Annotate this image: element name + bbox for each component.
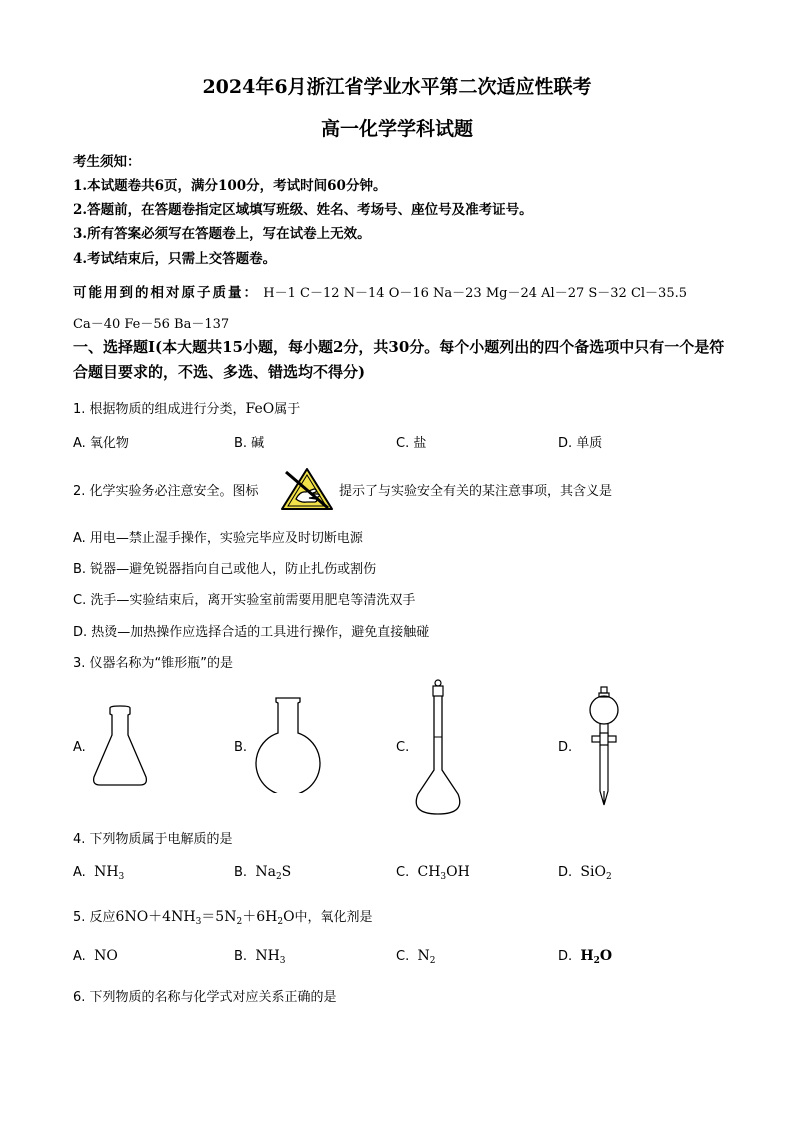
exam-title: 2024年6月浙江省学业水平第二次适应性联考 — [202, 76, 592, 98]
q2-option-b[interactable]: B. 锐器—避免锐器指向自己或他人，防止扎伤或割伤 — [73, 562, 377, 577]
notice-heading: 考生须知： — [73, 154, 141, 170]
hand-wash-warning-icon — [280, 466, 334, 512]
question-6: 6. 下列物质的名称与化学式对应关系正确的是 — [73, 990, 337, 1005]
q4-option-b[interactable]: B. $Na_2S$ — [234, 864, 292, 882]
erlenmeyer-flask-icon — [88, 705, 152, 787]
q5-formula-b: $NH_3$ — [255, 948, 286, 966]
question-4: 4. 下列物质属于电解质的是 — [73, 832, 233, 847]
q5-option-a[interactable]: A. NO — [73, 948, 118, 964]
q4-formula-c: $CH_3OH$ — [417, 864, 470, 882]
q3-option-a-label[interactable]: A. — [73, 740, 86, 755]
q4-option-d[interactable]: D. SiO$_2$ — [558, 864, 612, 882]
q5-option-b[interactable]: B. $NH_3$ — [234, 948, 286, 966]
question-2-part2: 提示了与实验安全有关的某注意事项，其含义是 — [339, 484, 613, 499]
question-2-part1: 2. 化学实验务必注意安全。图标 — [73, 484, 259, 499]
q4-formula-d: SiO$_2$ — [580, 864, 612, 882]
q5-formula-a: NO — [94, 948, 118, 964]
question-3: 3. 仪器名称为“锥形瓶”的是 — [73, 656, 234, 671]
volumetric-flask-icon — [412, 677, 472, 817]
atomic-mass-line — [73, 281, 687, 301]
q5-formula-c: $N_2$ — [417, 948, 436, 966]
q3-option-c-label[interactable]: C. — [396, 740, 410, 755]
q5-equation: $6NO+4NH_3=5N_2+6H_2O$ — [115, 909, 295, 927]
q1-option-c[interactable]: C. 盐 — [396, 436, 427, 451]
question-5: 5. 反应$6NO+4NH_3=5N_2+6H_2O$中，氧化剂是 — [73, 909, 373, 927]
q3-option-d-label[interactable]: D. — [558, 740, 573, 755]
atomic-mass-values-2: Ca－40 Fe－56 Ba－137 — [73, 317, 230, 332]
q1-formula: FeO — [245, 401, 275, 417]
q3-option-b-label[interactable]: B. — [234, 740, 248, 755]
q5-formula-d: $H_2O$ — [580, 948, 613, 966]
notice-item-2: 2.答题前，在答题卷指定区域填写班级、姓名、考场号、座位号及准考证号。 — [73, 202, 533, 218]
question-1: 1. 根据物质的组成进行分类，FeO属于 — [73, 401, 301, 417]
q2-option-c[interactable]: C. 洗手—实验结束后，离开实验室前需要用肥皂等清洗双手 — [73, 593, 416, 608]
exam-subtitle: 高一化学学科试题 — [320, 118, 473, 140]
q5-option-d[interactable]: D. $H_2O$ — [558, 948, 613, 966]
notice-item-4: 4.考试结束后，只需上交答题卷。 — [73, 251, 277, 267]
separatory-funnel-icon — [576, 686, 636, 808]
atomic-mass-label: 可能用到的相对原子质量： — [73, 285, 259, 301]
q1-option-b[interactable]: B. 碱 — [234, 436, 265, 451]
notice-item-3: 3.所有答案必须写在答题卷上，写在试卷上无效。 — [73, 226, 371, 242]
q4-option-a[interactable]: A. $NH_3$ — [73, 864, 125, 882]
q4-option-c[interactable]: C. $CH_3OH$ — [396, 864, 470, 882]
q1-option-a[interactable]: A. 氧化物 — [73, 436, 129, 451]
section-1-heading: 一、选择题Ⅰ(本大题共15小题，每小题2分，共30分。每个小题列出的四个备选项中只有一个是符合题目要求的，不选、多选、错选均不得分) — [73, 338, 725, 381]
atomic-mass-values-1: H－1 C－12 N－14 O－16 Na－23 Mg－24 Al－27 S－32 Cl－35.5 — [263, 286, 687, 301]
round-bottom-flask-icon — [252, 697, 324, 793]
q2-option-a[interactable]: A. 用电—禁止湿手操作，实验完毕应及时切断电源 — [73, 531, 363, 546]
notice-item-1: 1.本试题卷共6页，满分100分，考试时间60分钟。 — [73, 178, 387, 194]
q2-option-d[interactable]: D. 热烫—加热操作应选择合适的工具进行操作，避免直接触碰 — [73, 625, 430, 640]
q4-formula-b: $Na_2S$ — [255, 864, 292, 882]
q4-formula-a: $NH_3$ — [94, 864, 125, 882]
q1-option-d[interactable]: D. 单质 — [558, 436, 603, 451]
q5-option-c[interactable]: C. $N_2$ — [396, 948, 436, 966]
